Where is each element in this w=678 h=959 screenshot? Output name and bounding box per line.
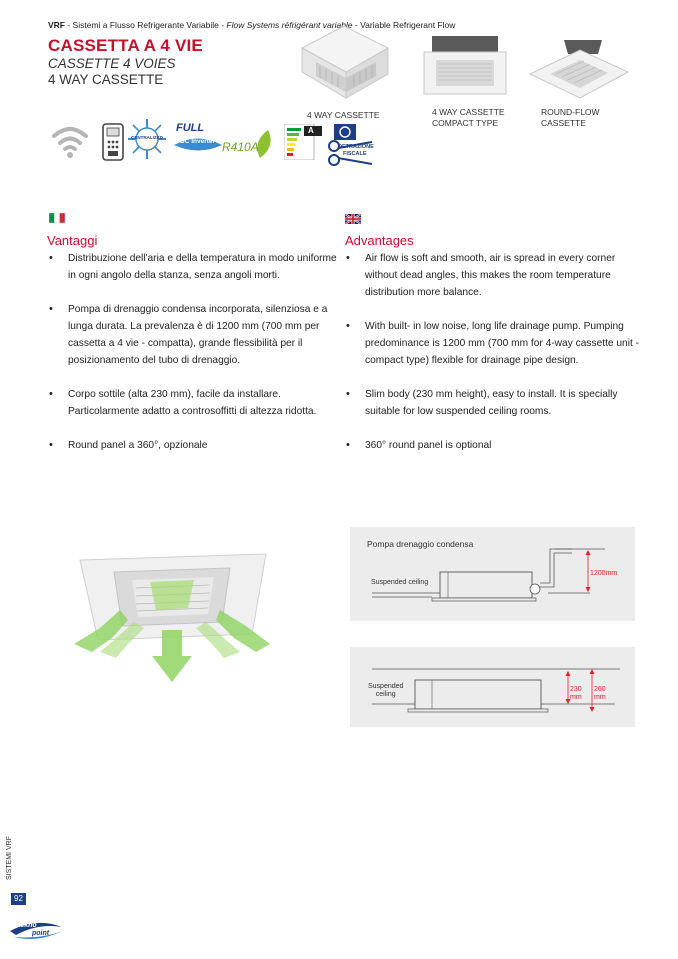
header-english: - Variable Refrigerant Flow bbox=[352, 20, 456, 30]
page-number: 92 bbox=[11, 893, 26, 905]
italian-bullet: • Distribuzione dell'aria e della temperatura in modo uniforme in ogni angolo della stanza, senza angoli morti. bbox=[47, 250, 337, 284]
wifi-icon bbox=[48, 120, 92, 160]
uk-flag-icon bbox=[345, 214, 361, 224]
title-french: CASSETTE 4 VOIES bbox=[48, 56, 176, 71]
slim-body-diagram bbox=[350, 647, 635, 727]
english-advantages-list bbox=[344, 250, 644, 471]
dimension-260mm: 260 mm bbox=[594, 686, 606, 701]
product-caption-3: ROUND-FLOW CASSETTE bbox=[541, 107, 600, 128]
english-bullet: • Air flow is soft and smooth, air is spread in every corner without dead angles, this makes the room temperature distribution more balance. bbox=[344, 250, 644, 301]
header-italian: - Sistemi a Flusso Refrigerante Variabile - bbox=[65, 20, 227, 30]
english-bullet: • With built- in low noise, long life drainage pump. Pumping predominance is 1200 mm (700 mm for 4-way cassette unit - compact type) flexible for drainage pipe design. bbox=[344, 318, 644, 369]
dimension-230mm: 230 mm bbox=[570, 686, 582, 701]
header-vrf: VRF bbox=[48, 20, 65, 30]
section-side-label: SISTEMI VRF bbox=[6, 836, 13, 880]
title-english: 4 WAY CASSETTE bbox=[48, 72, 164, 87]
centralized-label: CENTRALIZED bbox=[131, 135, 163, 140]
product-round-flow-cassette-image bbox=[526, 36, 632, 104]
english-bullet: • Slim body (230 mm height), easy to install. It is specially suitable for low suspended ceiling rooms. bbox=[344, 386, 644, 420]
document-header bbox=[48, 20, 455, 30]
diagram-title: Pompa drenaggio condensa bbox=[367, 539, 474, 549]
detrazione-fiscale-icon: DETRAZIONE FISCALE bbox=[326, 124, 374, 166]
header-french: Flow Systems réfrigérant variable bbox=[226, 20, 353, 30]
section-title-italian: Vantaggi bbox=[47, 233, 98, 248]
product-caption-1: 4 WAY CASSETTE bbox=[307, 110, 380, 120]
energy-label-icon: A bbox=[284, 124, 324, 160]
italian-advantages-list bbox=[47, 250, 337, 471]
full-dc-inverter-icon: FULL DC Inverter bbox=[172, 122, 224, 160]
title-italian: CASSETTA A 4 VIE bbox=[48, 36, 203, 55]
drain-pump-diagram bbox=[350, 527, 635, 621]
italian-bullet: • Corpo sottile (alta 230 mm), facile da installare. Particolarmente adatto a controsoffitti di altezza ridotta. bbox=[47, 386, 337, 420]
italian-bullet: • Round panel a 360°, opzionale bbox=[47, 437, 337, 454]
r410a-icon: R410A bbox=[222, 128, 274, 160]
italian-bullet: • Pompa di drenaggio condensa incorporata, silenziosa e a lunga durata. La prevalenza è di 1200 mm (700 mm per cassetta a 4 vie - compatta), grande flessibilità per il posizionamento del tubo di drenaggio. bbox=[47, 301, 337, 369]
suspended-ceiling-label-2: Suspended ceiling bbox=[368, 683, 404, 698]
remote-controller-icon bbox=[100, 122, 126, 162]
dimension-1200mm: 1200mm bbox=[590, 570, 618, 577]
english-bullet: • 360° round panel is optional bbox=[344, 437, 644, 454]
suspended-ceiling-label: Suspended ceiling bbox=[371, 579, 429, 586]
product-4-way-cassette-image bbox=[296, 18, 392, 104]
product-caption-2: 4 WAY CASSETTE COMPACT TYPE bbox=[432, 107, 505, 128]
italian-flag-icon bbox=[49, 213, 65, 223]
centralized-control-icon bbox=[126, 116, 168, 162]
teknopoint-logo: tekno point bbox=[8, 917, 64, 943]
section-title-english: Advantages bbox=[345, 233, 414, 248]
cassette-airflow-illustration bbox=[70, 548, 276, 686]
product-compact-cassette-image bbox=[420, 34, 510, 96]
